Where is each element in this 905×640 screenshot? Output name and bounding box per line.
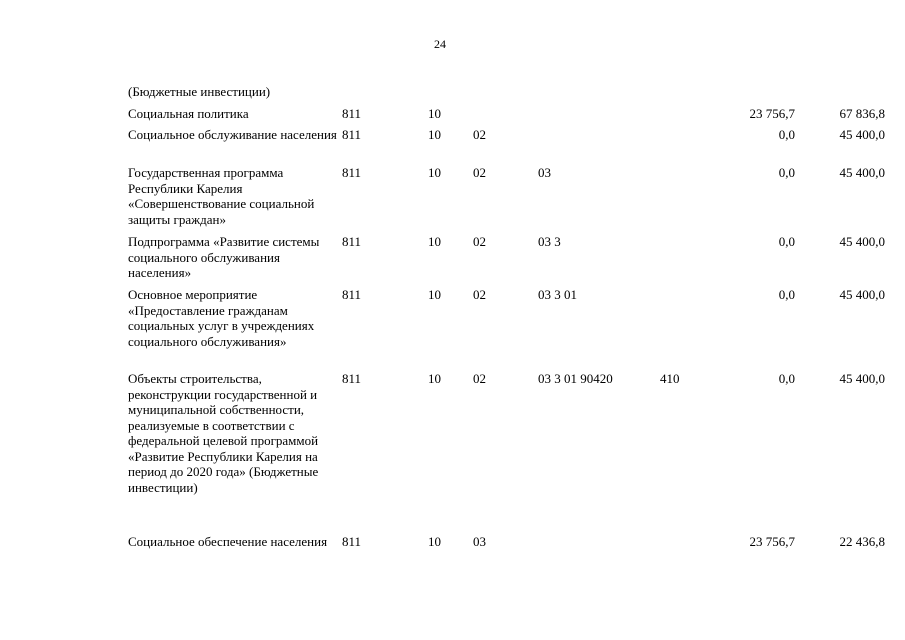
row-value-1: 23 756,7 <box>749 534 795 549</box>
row-name: Социальное обеспечение населения <box>128 534 328 549</box>
row-value-1: 0,0 <box>778 127 795 142</box>
row-expense-type: 410 <box>660 371 680 386</box>
row-name: Основное мероприятие «Предоставление гражданам социальных услуг в учреждениях социального обслуживания» <box>128 287 315 349</box>
row-name: Государственная программа Республики Карелия «Совершенствование социальной защиты граждан» <box>128 165 315 227</box>
row-value-2: 45 400,0 <box>839 371 885 386</box>
row-name: Социальная политика <box>128 106 249 121</box>
row-section-code: 10 <box>428 106 441 121</box>
row-section-code: 10 <box>428 287 441 302</box>
row-value-2: 67 836,8 <box>839 106 885 121</box>
row-target-article: 03 <box>538 165 551 180</box>
row-name: Объекты строительства, реконструкции государственной и муниципальной собственности, реализуемые в соответствии с федеральной целевой программой «Развитие Республики Карелия на период до 2020 года» (Бюджетные инвестиции) <box>128 371 319 495</box>
row-name: Подпрограмма «Развитие системы социального обслуживания населения» <box>128 234 320 280</box>
row-ved-code: 811 <box>342 127 362 142</box>
row-value-2: 45 400,0 <box>839 127 885 142</box>
row-value-1: 0,0 <box>778 165 795 180</box>
row-value-1: 0,0 <box>778 371 795 386</box>
row-ved-code: 811 <box>342 106 362 121</box>
row-value-2: 45 400,0 <box>839 287 885 302</box>
row-ved-code: 811 <box>342 371 362 386</box>
row-section-code: 10 <box>428 234 441 249</box>
row-subsection-code: 02 <box>473 371 486 386</box>
row-value-1: 0,0 <box>778 234 795 249</box>
row-section-code: 10 <box>428 371 441 386</box>
row-name: Социальное обслуживание населения <box>128 127 337 142</box>
row-value-2: 22 436,8 <box>839 534 885 549</box>
row-value-1: 0,0 <box>778 287 795 302</box>
row-target-article: 03 3 <box>538 234 561 249</box>
row-subsection-code: 03 <box>473 534 486 549</box>
row-ved-code: 811 <box>342 287 362 302</box>
row-section-code: 10 <box>428 165 441 180</box>
row-subsection-code: 02 <box>473 127 486 142</box>
row-value-2: 45 400,0 <box>839 234 885 249</box>
row-value-2: 45 400,0 <box>839 165 885 180</box>
row-target-article: 03 3 01 90420 <box>538 371 613 386</box>
previous-row-tail: (Бюджетные инвестиции) <box>128 84 271 99</box>
row-target-article: 03 3 01 <box>538 287 577 302</box>
row-value-1: 23 756,7 <box>749 106 795 121</box>
row-ved-code: 811 <box>342 234 362 249</box>
row-subsection-code: 02 <box>473 287 486 302</box>
row-subsection-code: 02 <box>473 165 486 180</box>
page-number: 24 <box>434 37 446 51</box>
row-section-code: 10 <box>428 127 441 142</box>
row-subsection-code: 02 <box>473 234 486 249</box>
row-section-code: 10 <box>428 534 441 549</box>
row-ved-code: 811 <box>342 165 362 180</box>
row-ved-code: 811 <box>342 534 362 549</box>
